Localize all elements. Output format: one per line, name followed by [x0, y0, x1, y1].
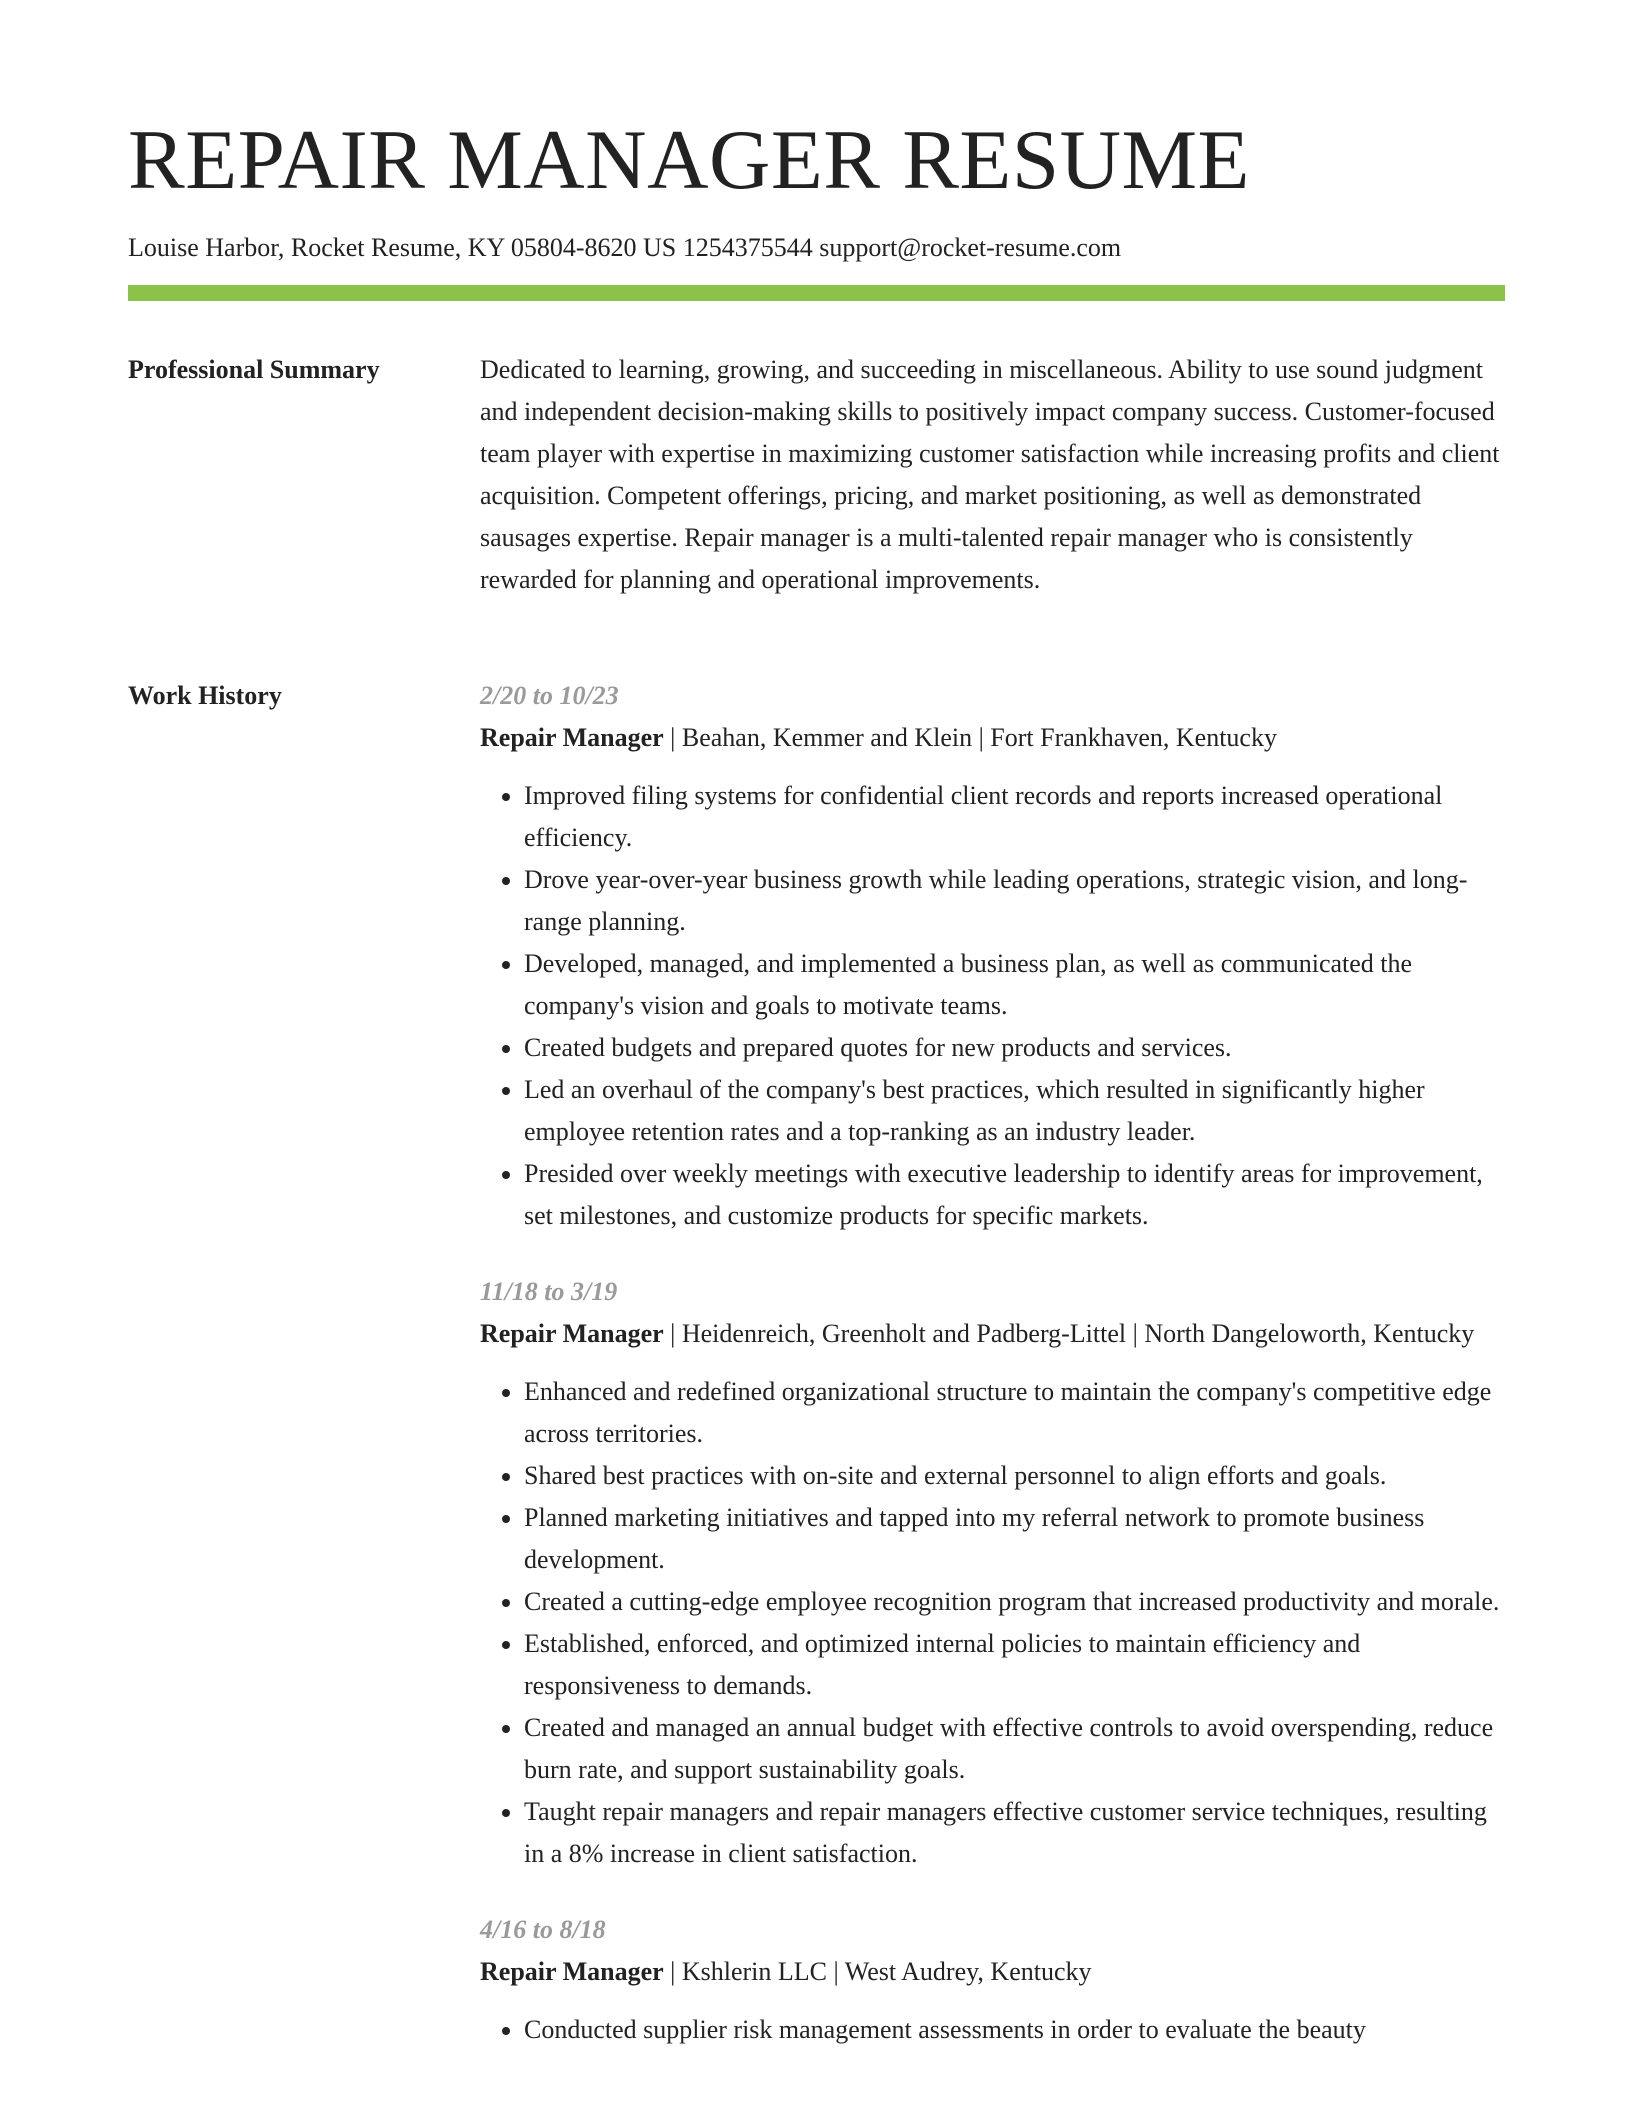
- job-bullets: [480, 1371, 1505, 1875]
- job-bullet: • Shared best practices with on-site and external personnel to align efforts and goals.: [524, 1455, 1505, 1497]
- job-bullets: [480, 775, 1505, 1237]
- job-heading: [480, 1313, 1505, 1355]
- job-bullet: • Conducted supplier risk management assessments in order to evaluate the beauty: [524, 2009, 1505, 2051]
- job-entry: [480, 1909, 1505, 2051]
- job-bullet: • Created and managed an annual budget with effective controls to avoid overspending, reduce burn rate, and support sustainability goals.: [524, 1707, 1505, 1791]
- work-history-body: [480, 675, 1505, 2085]
- contact-line: Louise Harbor, Rocket Resume, KY 05804-8620 US 1254375544 support@rocket-resume.com: [128, 233, 1122, 262]
- job-title: Repair Manager: [480, 1319, 664, 1348]
- summary-label: Professional Summary: [128, 355, 380, 384]
- job-bullet: • Created budgets and prepared quotes for new products and services.: [524, 1027, 1505, 1069]
- work-history-label: Work History: [128, 681, 282, 710]
- job-details: | Kshlerin LLC | West Audrey, Kentucky: [663, 1957, 1092, 1986]
- job-bullet: • Drove year-over-year business growth while leading operations, strategic vision, and long-range planning.: [524, 859, 1505, 943]
- summary-body: [480, 349, 1505, 601]
- job-bullet: • Developed, managed, and implemented a business plan, as well as communicated the company's vision and goals to motivate teams.: [524, 943, 1505, 1027]
- job-bullet: • Taught repair managers and repair managers effective customer service techniques, resulting in a 8% increase in client satisfaction.: [524, 1791, 1505, 1875]
- job-title: Repair Manager: [480, 723, 664, 752]
- job-bullet: • Enhanced and redefined organizational structure to maintain the company's competitive edge across territories.: [524, 1371, 1505, 1455]
- accent-divider: [128, 285, 1505, 301]
- resume-title: REPAIR MANAGER RESUME: [128, 113, 1250, 207]
- job-dates: 11/18 to 3/19: [480, 1277, 618, 1306]
- job-bullet: • Led an overhaul of the company's best practices, which resulted in significantly higher employee retention rates and a top-ranking as an industry leader.: [524, 1069, 1505, 1153]
- job-dates: 4/16 to 8/18: [480, 1915, 606, 1944]
- job-bullets: [480, 2009, 1505, 2051]
- job-bullet: • Established, enforced, and optimized internal policies to maintain efficiency and responsiveness to demands.: [524, 1623, 1505, 1707]
- summary-text: Dedicated to learning, growing, and succeeding in miscellaneous. Ability to use sound judgment and independent decision-making skills to positively impact company success. Customer-focused team player with expertise in maximizing customer satisfaction while increasing profits and client acquisition. Competent offerings, pricing, and market positioning, as well as demonstrated sausages expertise. Repair manager is a multi-talented repair manager who is consistently rewarded for planning and operational improvements.: [480, 355, 1500, 594]
- job-bullet: • Improved filing systems for confidential client records and reports increased operational efficiency.: [524, 775, 1505, 859]
- job-heading: [480, 717, 1505, 759]
- job-entry: [480, 675, 1505, 1237]
- job-dates: 2/20 to 10/23: [480, 681, 619, 710]
- job-title: Repair Manager: [480, 1957, 664, 1986]
- job-entry: [480, 1271, 1505, 1875]
- job-bullet: • Presided over weekly meetings with executive leadership to identify areas for improvement, set milestones, and customize products for specific markets.: [524, 1153, 1505, 1237]
- job-heading: [480, 1951, 1505, 1993]
- job-bullet: • Created a cutting-edge employee recognition program that increased productivity and morale.: [524, 1581, 1505, 1623]
- job-details: | Heidenreich, Greenholt and Padberg-Littel | North Dangeloworth, Kentucky: [663, 1319, 1475, 1348]
- job-bullet: • Planned marketing initiatives and tapped into my referral network to promote business development.: [524, 1497, 1505, 1581]
- job-details: | Beahan, Kemmer and Klein | Fort Frankhaven, Kentucky: [663, 723, 1277, 752]
